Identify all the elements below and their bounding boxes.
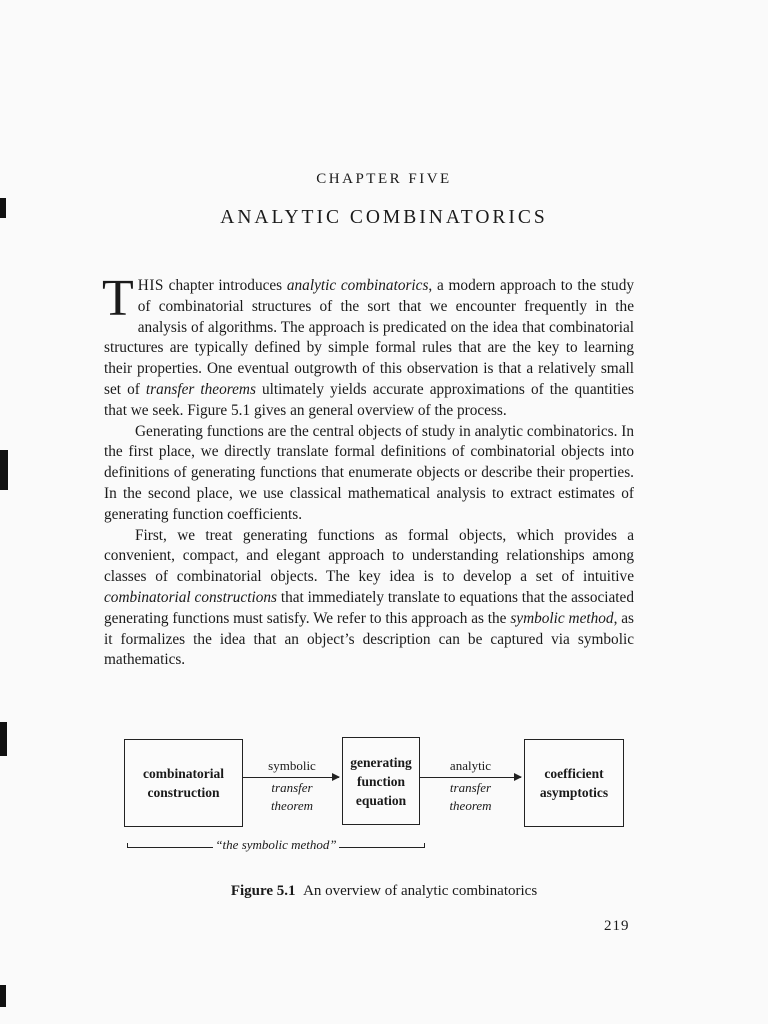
paragraph-1-text: , a modern approach to the study of combinatorial structures of the sort that we encounter frequently in the analysis of algorithms. The approach is predicated on the idea that combinatorial structures are typically defined by simple formal rules that are the key to learning their properties. One eventual outgrowth of this observation is that a relatively small set of [104,277,635,398]
term-symbolic-method: symbolic method [510,609,614,627]
symbolic-method-bracket [127,837,425,852]
arrow-label-bottom: theorem [270,798,314,813]
arrow-label-analytic [422,757,519,815]
caption-number: Figure 5.1 [230,883,296,899]
box-line: equation [355,792,407,808]
box-line: combinatorial [143,766,224,781]
term-transfer-theorems: transfer theorems [145,380,256,398]
paragraph-3 [104,526,634,672]
figure-5-1-diagram [120,737,626,857]
scan-edge-mark [0,722,7,756]
arrow-label-bottom: theorem [449,798,492,813]
arrow-label-top: analytic [449,758,492,773]
paragraph-1-text: ultimately yields accurate approximations of the quantities that we seek. Figure 5.1 gives an general overview of the process. [104,380,634,419]
paragraph-1-text: chapter introduces [163,277,287,294]
paragraph-3-text: First, we treat generating functions as formal objects, which provides a convenient, compact, and elegant approach to understanding relationships among classes of combinatorial objects. The key idea is to develop a set of intuitive [104,526,634,586]
body-text [102,270,635,671]
box-line: coefficient [544,766,604,781]
arrow-label-bottom: transfer [271,780,313,795]
term-analytic-combinatorics: analytic combinatorics [286,277,429,294]
page-number: 219 [604,918,630,934]
arrow-label-symbolic [246,757,338,815]
paragraph-3-text: , as it formalizes the idea that an object’s description can be captured via symbolic mathematics. [104,609,634,669]
term-combinatorial-constructions: combinatorial constructions [104,588,277,606]
bracket-line [339,847,425,848]
scan-edge-mark [0,985,6,1007]
caption-text: An overview of analytic combinatorics [303,883,538,899]
chapter-label: CHAPTER FIVE [316,171,452,187]
paragraph-2: Generating functions are the central objects of study in analytic combinatorics. In the first place, we directly translate formal definitions of combinatorial objects into definitions of generating functions that enumerate objects or describe their properties. In the second place, we use classical mathematical analysis to extract estimates of generating function coefficients. [104,422,634,523]
bracket-line [127,847,213,848]
opening-word: HIS [137,277,164,294]
box-coefficient-asymptotics [524,739,624,827]
drop-cap: T [102,270,134,327]
chapter-title: ANALYTIC COMBINATORICS [220,207,548,228]
scan-edge-mark [0,450,8,490]
figure-caption [0,883,768,900]
paragraph-1 [102,270,635,422]
paragraph-3-text: that immediately translate to equations that the associated generating functions must satisfy. We refer to this approach as the [104,588,634,627]
box-generating-function-equation [342,737,420,825]
box-line: generating [350,754,412,770]
arrow-label-top: symbolic [268,758,316,773]
box-line: function [356,773,405,789]
bracket-label: “the symbolic method” [215,837,337,852]
box-combinatorial-construction [124,739,243,827]
bracket-tick [424,843,425,848]
box-line: asymptotics [539,785,609,800]
box-line: construction [147,785,220,800]
arrow-label-bottom: transfer [449,780,492,795]
